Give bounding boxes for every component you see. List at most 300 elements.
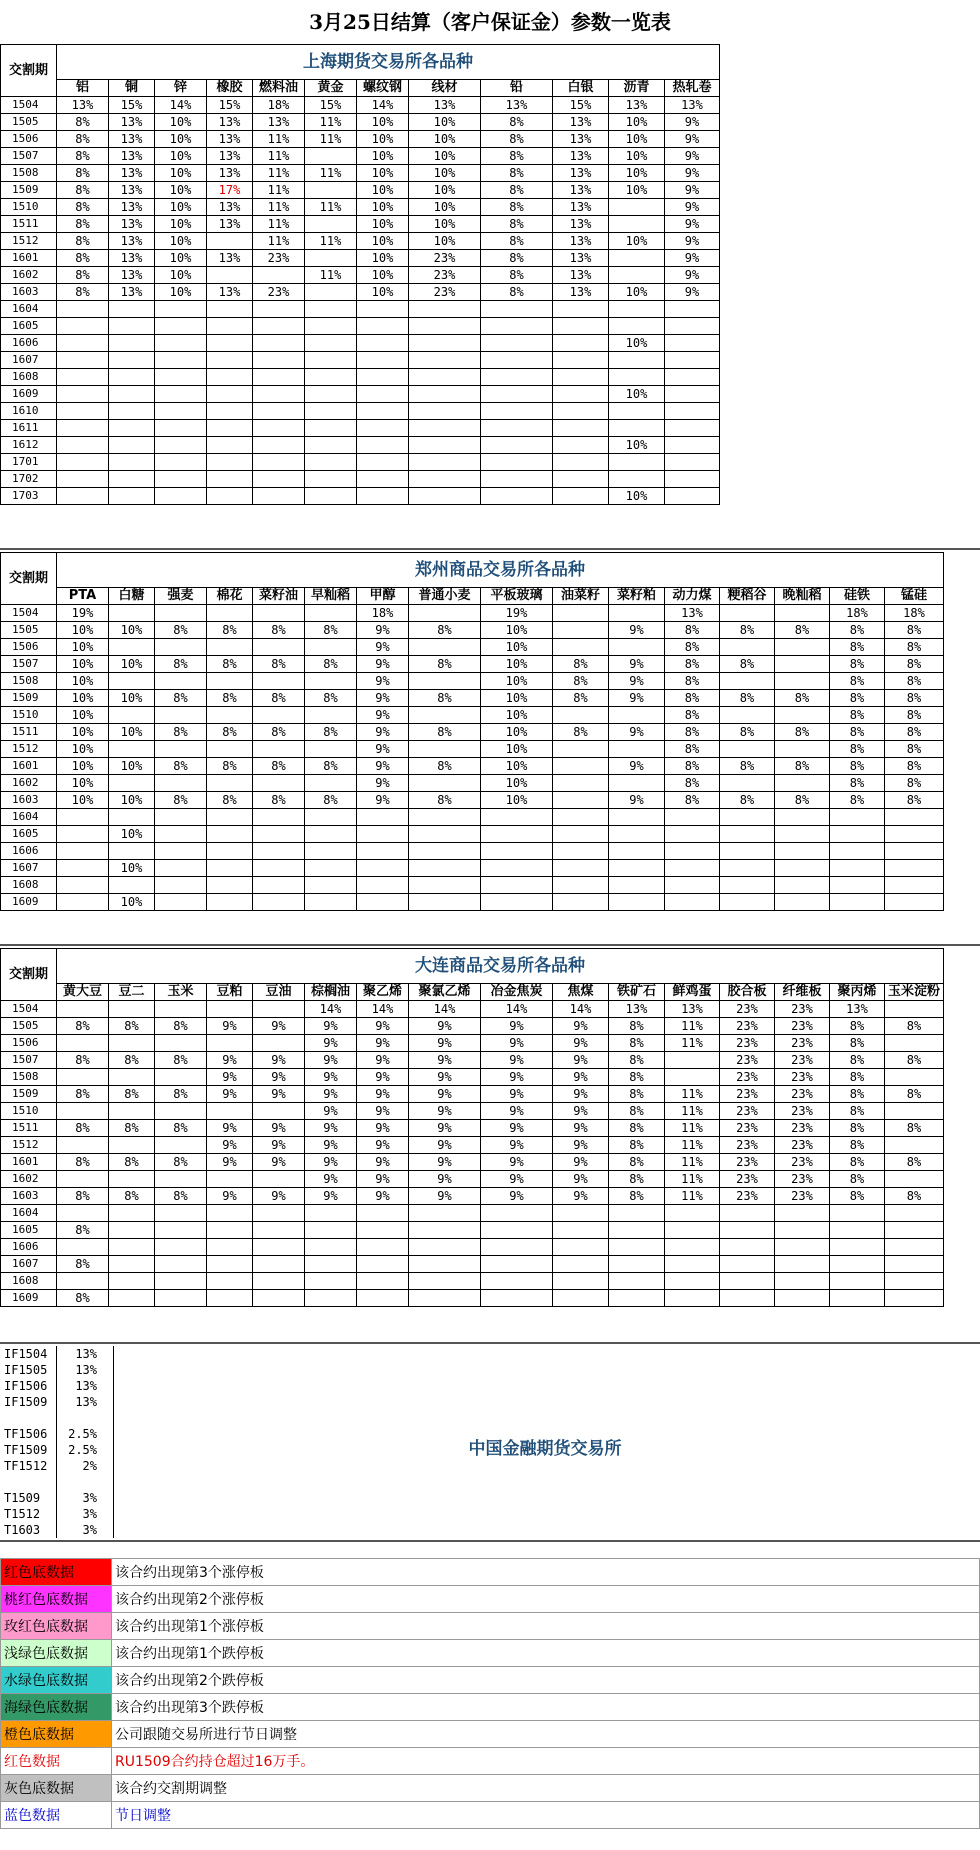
margin-cell: 8% [57, 1222, 109, 1239]
delivery-month: 1601 [1, 1154, 57, 1171]
delivery-month: 1610 [1, 403, 57, 420]
margin-cell [720, 877, 775, 894]
margin-cell: 9% [207, 1086, 253, 1103]
margin-cell [57, 403, 109, 420]
margin-cell: 10% [155, 148, 207, 165]
margin-cell [155, 301, 207, 318]
margin-cell: 9% [357, 792, 409, 809]
margin-cell: 23% [409, 267, 481, 284]
margin-cell: 9% [609, 622, 665, 639]
margin-cell [109, 843, 155, 860]
margin-cell [57, 877, 109, 894]
margin-cell [885, 1205, 944, 1222]
margin-cell [305, 741, 357, 758]
margin-cell: 8% [830, 1120, 885, 1137]
margin-cell [885, 1256, 944, 1273]
table-row [1, 386, 720, 403]
margin-cell: 18% [830, 605, 885, 622]
margin-cell: 14% [305, 1001, 357, 1018]
margin-cell [409, 639, 481, 656]
margin-cell [207, 1171, 253, 1188]
margin-cell: 8% [885, 1086, 944, 1103]
margin-cell [207, 386, 253, 403]
legend-description: 该合约出现第2个涨停板 [112, 1586, 980, 1613]
delivery-month: 1609 [1, 1290, 57, 1307]
margin-cell: 10% [57, 673, 109, 690]
margin-cell [109, 1256, 155, 1273]
margin-cell [253, 605, 305, 622]
margin-cell [305, 352, 357, 369]
margin-cell: 13% [253, 114, 305, 131]
margin-cell [155, 352, 207, 369]
margin-cell [305, 250, 357, 267]
margin-cell: 10% [481, 707, 553, 724]
table-row [1, 403, 720, 420]
margin-cell [253, 1171, 305, 1188]
margin-cell: 10% [409, 199, 481, 216]
product-header: 白银 [553, 80, 609, 97]
margin-cell: 8% [253, 622, 305, 639]
margin-cell: 23% [775, 1103, 830, 1120]
margin-cell [775, 673, 830, 690]
contract-code [0, 1474, 57, 1490]
margin-cell [357, 1222, 409, 1239]
margin-cell: 10% [57, 707, 109, 724]
margin-cell: 10% [109, 656, 155, 673]
margin-cell: 8% [155, 758, 207, 775]
margin-cell: 10% [109, 826, 155, 843]
margin-cell: 9% [665, 182, 720, 199]
margin-cell [609, 741, 665, 758]
margin-cell: 13% [57, 97, 109, 114]
margin-cell: 23% [720, 1069, 775, 1086]
margin-cell [665, 352, 720, 369]
margin-cell: 23% [253, 284, 305, 301]
margin-cell [409, 437, 481, 454]
margin-cell [553, 318, 609, 335]
margin-cell: 10% [155, 267, 207, 284]
margin-cell: 8% [481, 114, 553, 131]
margin-cell: 8% [481, 284, 553, 301]
margin-cell [305, 301, 357, 318]
margin-cell [207, 233, 253, 250]
product-header: 鲜鸡蛋 [665, 984, 720, 1001]
margin-cell: 8% [409, 792, 481, 809]
cffex-table [0, 1346, 114, 1538]
margin-cell: 10% [357, 165, 409, 182]
margin-cell: 9% [357, 1188, 409, 1205]
margin-cell [253, 1256, 305, 1273]
margin-cell [830, 809, 885, 826]
table-row [1, 352, 720, 369]
margin-cell: 9% [609, 673, 665, 690]
margin-cell [109, 673, 155, 690]
margin-cell: 11% [253, 199, 305, 216]
margin-cell [357, 301, 409, 318]
margin-cell [207, 605, 253, 622]
product-header: 动力煤 [665, 588, 720, 605]
margin-cell [609, 369, 665, 386]
margin-cell [665, 454, 720, 471]
margin-cell: 8% [609, 1154, 665, 1171]
margin-cell: 18% [253, 97, 305, 114]
margin-cell: 9% [409, 1018, 481, 1035]
margin-cell [155, 741, 207, 758]
margin-cell: 13% [109, 233, 155, 250]
margin-cell [207, 775, 253, 792]
product-header: 菜籽粕 [609, 588, 665, 605]
margin-cell [109, 1035, 155, 1052]
product-header: 黄金 [305, 80, 357, 97]
margin-cell [481, 437, 553, 454]
margin-cell [57, 809, 109, 826]
margin-cell [885, 843, 944, 860]
margin-cell [665, 420, 720, 437]
margin-cell [305, 148, 357, 165]
margin-cell [207, 741, 253, 758]
table-row [1, 250, 720, 267]
margin-cell [57, 843, 109, 860]
table-row [1, 1137, 944, 1154]
margin-cell [775, 1205, 830, 1222]
margin-cell [155, 843, 207, 860]
margin-cell [207, 673, 253, 690]
margin-cell [57, 318, 109, 335]
margin-cell [57, 826, 109, 843]
margin-cell: 10% [357, 267, 409, 284]
table-row [0, 1490, 114, 1506]
product-header: PTA [57, 588, 109, 605]
margin-cell: 8% [609, 1018, 665, 1035]
margin-cell [253, 437, 305, 454]
margin-cell [155, 877, 207, 894]
margin-cell [305, 605, 357, 622]
margin-cell [409, 454, 481, 471]
margin-cell [253, 267, 305, 284]
margin-cell: 13% [57, 1346, 114, 1362]
contract-code: TF1506 [0, 1426, 57, 1442]
margin-cell [305, 420, 357, 437]
product-header: 豆油 [253, 984, 305, 1001]
legend-swatch: 橙色底数据 [1, 1721, 112, 1748]
margin-cell: 13% [207, 216, 253, 233]
margin-cell [481, 386, 553, 403]
margin-cell [409, 301, 481, 318]
margin-cell [357, 894, 409, 911]
margin-cell [305, 707, 357, 724]
margin-cell [553, 352, 609, 369]
margin-cell [109, 1171, 155, 1188]
margin-cell [775, 656, 830, 673]
margin-cell [155, 809, 207, 826]
delivery-month: 1607 [1, 1256, 57, 1273]
margin-cell: 13% [207, 284, 253, 301]
table-row [0, 1378, 114, 1394]
margin-cell [155, 605, 207, 622]
margin-cell [155, 894, 207, 911]
delivery-month: 1606 [1, 843, 57, 860]
margin-cell [665, 894, 720, 911]
margin-cell: 8% [885, 775, 944, 792]
contract-code: IF1506 [0, 1378, 57, 1394]
margin-cell: 10% [481, 690, 553, 707]
margin-cell [553, 420, 609, 437]
margin-cell: 9% [481, 1171, 553, 1188]
margin-cell [57, 1239, 109, 1256]
table-row [1, 1001, 944, 1018]
margin-cell: 13% [665, 605, 720, 622]
margin-cell [481, 843, 553, 860]
table-row [1, 1205, 944, 1222]
margin-cell: 8% [253, 656, 305, 673]
margin-cell [305, 386, 357, 403]
margin-cell [775, 860, 830, 877]
margin-cell: 9% [305, 1154, 357, 1171]
margin-cell: 8% [305, 656, 357, 673]
margin-cell [775, 1239, 830, 1256]
margin-cell: 3% [57, 1506, 114, 1522]
delivery-month: 1608 [1, 1273, 57, 1290]
margin-cell [609, 894, 665, 911]
margin-cell: 8% [155, 792, 207, 809]
margin-cell [409, 877, 481, 894]
table-row [1, 1018, 944, 1035]
margin-cell [109, 809, 155, 826]
margin-cell [207, 301, 253, 318]
margin-cell: 10% [357, 114, 409, 131]
table-row [1, 673, 944, 690]
margin-cell [609, 639, 665, 656]
margin-cell [57, 420, 109, 437]
margin-cell: 9% [553, 1171, 609, 1188]
margin-cell [109, 1001, 155, 1018]
margin-cell [155, 1273, 207, 1290]
margin-cell: 8% [665, 758, 720, 775]
margin-cell: 10% [409, 233, 481, 250]
margin-cell: 8% [830, 1035, 885, 1052]
margin-cell: 13% [109, 114, 155, 131]
margin-cell [57, 1035, 109, 1052]
margin-cell: 13% [553, 165, 609, 182]
margin-cell [207, 267, 253, 284]
table-row [1, 1120, 944, 1137]
margin-cell [665, 471, 720, 488]
margin-cell [253, 1290, 305, 1307]
margin-cell [553, 843, 609, 860]
margin-cell: 8% [665, 639, 720, 656]
margin-cell [155, 1137, 207, 1154]
margin-cell [720, 826, 775, 843]
margin-cell: 2% [57, 1458, 114, 1474]
margin-cell: 10% [57, 775, 109, 792]
margin-cell [665, 826, 720, 843]
margin-cell [830, 894, 885, 911]
margin-cell: 10% [409, 165, 481, 182]
product-header: 胶合板 [720, 984, 775, 1001]
margin-cell [609, 1273, 665, 1290]
margin-cell [253, 741, 305, 758]
legend-swatch: 灰色底数据 [1, 1775, 112, 1802]
margin-cell [357, 352, 409, 369]
margin-cell: 8% [830, 673, 885, 690]
margin-cell: 9% [253, 1069, 305, 1086]
margin-cell [207, 318, 253, 335]
delivery-month: 1512 [1, 741, 57, 758]
margin-cell [409, 1239, 481, 1256]
margin-cell: 10% [109, 622, 155, 639]
margin-cell: 14% [155, 97, 207, 114]
margin-cell: 10% [155, 199, 207, 216]
margin-cell: 10% [155, 114, 207, 131]
margin-cell: 8% [481, 233, 553, 250]
table-row [0, 1346, 114, 1362]
margin-cell: 8% [481, 165, 553, 182]
margin-cell [207, 1256, 253, 1273]
legend-swatch: 海绿色底数据 [1, 1694, 112, 1721]
delivery-month: 1603 [1, 284, 57, 301]
contract-code: TF1509 [0, 1442, 57, 1458]
margin-cell [253, 639, 305, 656]
margin-cell [609, 352, 665, 369]
margin-cell: 8% [830, 707, 885, 724]
delivery-month: 1506 [1, 1035, 57, 1052]
margin-cell [207, 877, 253, 894]
margin-cell [207, 1001, 253, 1018]
contract-code: TF1512 [0, 1458, 57, 1474]
margin-cell: 8% [109, 1018, 155, 1035]
product-header: 晚籼稻 [775, 588, 830, 605]
margin-cell: 8% [155, 690, 207, 707]
legend-description: 该合约出现第1个涨停板 [112, 1613, 980, 1640]
product-header: 橡胶 [207, 80, 253, 97]
margin-cell [305, 437, 357, 454]
table-row [1, 488, 720, 505]
legend-section [0, 1558, 980, 1829]
margin-cell: 8% [57, 216, 109, 233]
delivery-month: 1506 [1, 131, 57, 148]
margin-cell [109, 386, 155, 403]
margin-cell [481, 1239, 553, 1256]
margin-cell: 8% [155, 1120, 207, 1137]
margin-cell: 8% [305, 792, 357, 809]
margin-cell: 9% [305, 1052, 357, 1069]
margin-cell [481, 809, 553, 826]
table-row [0, 1362, 114, 1378]
margin-cell [665, 1273, 720, 1290]
margin-cell: 10% [357, 182, 409, 199]
margin-cell: 9% [553, 1154, 609, 1171]
margin-cell: 8% [305, 690, 357, 707]
margin-cell: 8% [830, 1188, 885, 1205]
delivery-month: 1607 [1, 860, 57, 877]
margin-cell [357, 386, 409, 403]
margin-cell: 8% [775, 758, 830, 775]
margin-cell [57, 488, 109, 505]
product-header: 硅铁 [830, 588, 885, 605]
product-header: 聚乙烯 [357, 984, 409, 1001]
margin-cell [830, 826, 885, 843]
margin-cell: 8% [665, 656, 720, 673]
margin-cell: 23% [775, 1120, 830, 1137]
margin-cell: 8% [109, 1188, 155, 1205]
margin-cell [357, 369, 409, 386]
margin-cell [720, 1222, 775, 1239]
margin-cell [109, 639, 155, 656]
margin-cell [57, 1205, 109, 1222]
margin-cell: 9% [665, 267, 720, 284]
margin-cell: 8% [609, 1171, 665, 1188]
margin-cell [775, 894, 830, 911]
margin-cell [305, 775, 357, 792]
margin-cell: 13% [109, 250, 155, 267]
product-header: 白糖 [109, 588, 155, 605]
table-row [1, 1222, 944, 1239]
margin-cell [830, 860, 885, 877]
legend-description: RU1509合约持仓超过16万手。 [112, 1748, 980, 1775]
margin-cell [553, 605, 609, 622]
margin-cell: 9% [409, 1154, 481, 1171]
margin-cell: 9% [207, 1069, 253, 1086]
legend-description: 节日调整 [112, 1802, 980, 1829]
margin-cell [207, 1035, 253, 1052]
divider [0, 944, 980, 946]
margin-cell [155, 437, 207, 454]
margin-cell: 8% [305, 622, 357, 639]
legend-row [1, 1721, 980, 1748]
margin-cell: 10% [57, 724, 109, 741]
margin-cell [305, 335, 357, 352]
margin-cell: 10% [409, 182, 481, 199]
margin-cell [155, 1069, 207, 1086]
margin-cell: 9% [357, 1137, 409, 1154]
page-title: 3月25日结算（客户保证金）参数一览表 [309, 10, 671, 34]
margin-cell [109, 335, 155, 352]
margin-cell [775, 877, 830, 894]
margin-cell [720, 775, 775, 792]
margin-cell: 13% [553, 182, 609, 199]
delivery-month: 1508 [1, 673, 57, 690]
margin-cell: 10% [609, 131, 665, 148]
margin-cell [481, 318, 553, 335]
table-row [1, 233, 720, 250]
margin-cell [253, 454, 305, 471]
margin-cell: 8% [57, 148, 109, 165]
margin-cell: 8% [885, 1018, 944, 1035]
margin-cell: 9% [553, 1018, 609, 1035]
product-header: 纤维板 [775, 984, 830, 1001]
margin-cell: 9% [553, 1052, 609, 1069]
margin-cell [409, 386, 481, 403]
margin-cell: 9% [207, 1120, 253, 1137]
margin-cell [305, 1205, 357, 1222]
margin-cell [207, 1273, 253, 1290]
margin-cell [155, 860, 207, 877]
margin-cell [305, 1290, 357, 1307]
margin-cell [109, 1205, 155, 1222]
delivery-month: 1608 [1, 369, 57, 386]
margin-cell [409, 1222, 481, 1239]
margin-cell [553, 301, 609, 318]
legend-description: 该合约出现第3个跌停板 [112, 1694, 980, 1721]
margin-cell [155, 335, 207, 352]
margin-cell [409, 420, 481, 437]
margin-cell: 13% [553, 114, 609, 131]
margin-cell: 8% [885, 724, 944, 741]
margin-cell [885, 1239, 944, 1256]
margin-cell [775, 826, 830, 843]
margin-cell [155, 775, 207, 792]
margin-cell: 9% [409, 1052, 481, 1069]
